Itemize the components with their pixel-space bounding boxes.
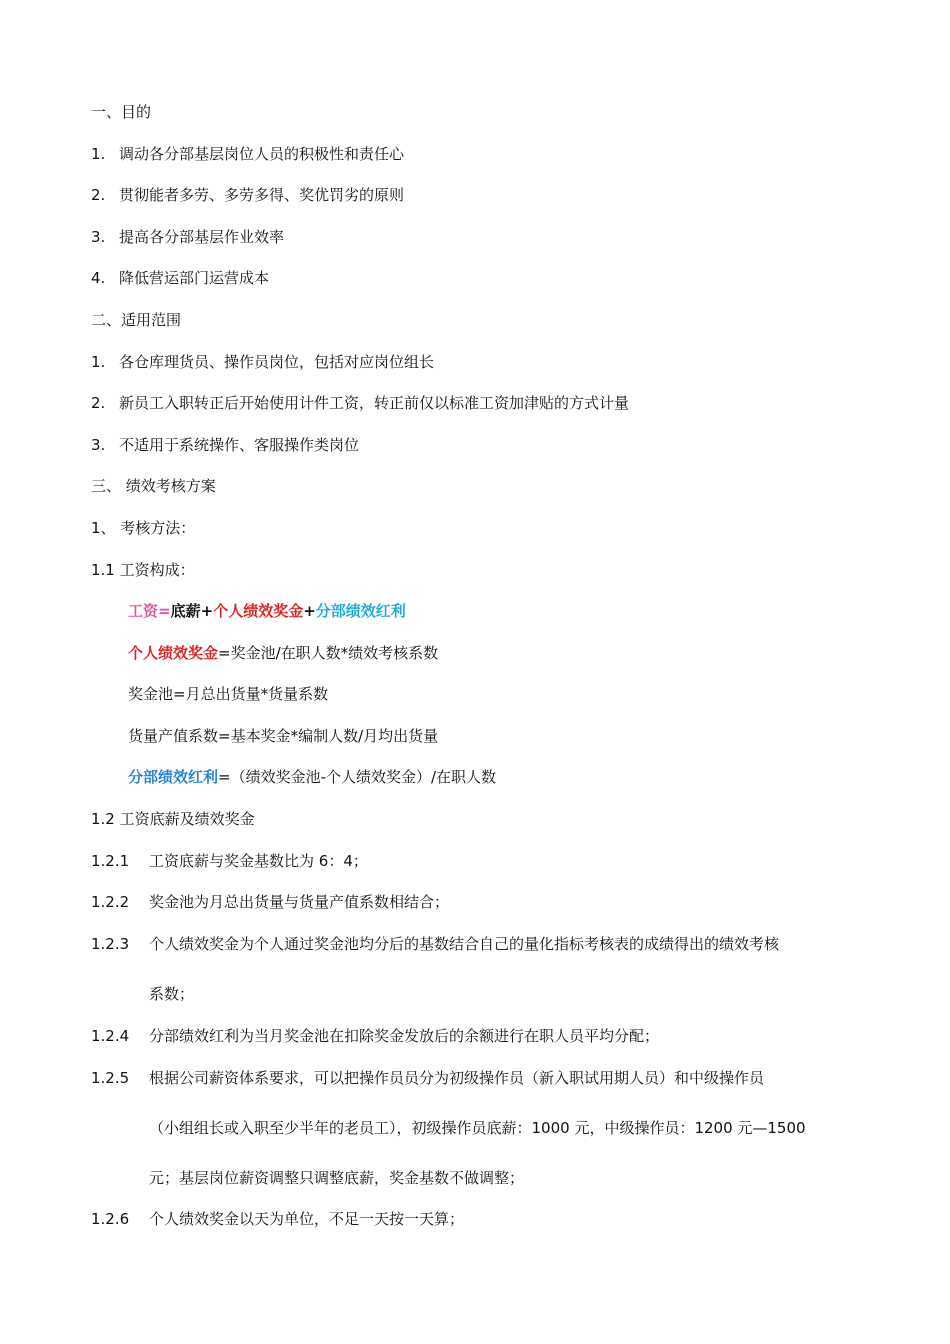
item-number: 1.2.5 <box>91 1069 130 1087</box>
list-item <box>91 850 368 872</box>
item-number: 1.2.1 <box>91 852 130 870</box>
list-item <box>91 351 434 373</box>
formula-rest: =（绩效奖金池-个人绩效奖金）/在职人数 <box>218 768 497 786</box>
subsection-title: 1.2 工资底薪及绩效奖金 <box>91 810 255 828</box>
list-item <box>91 1025 659 1047</box>
item-number: 1.2.3 <box>91 935 130 953</box>
item-text: 根据公司薪资体系要求，可以把操作员员分为初级操作员（新入职试用期人员）和中级操作员 <box>149 1069 765 1087</box>
formula-operator: + <box>303 602 316 620</box>
subsection-title: 1、 考核方法： <box>91 519 196 537</box>
item-continuation: 系数； <box>149 985 195 1003</box>
formula-term-personal-bonus: 个人绩效奖金 <box>128 644 219 662</box>
item-continuation: （小组组长或入职至少半年的老员工），初级操作员底薪：1000 元，中级操作员：1200 元—1500 <box>149 1119 806 1137</box>
list-item <box>91 434 359 456</box>
list-item <box>91 1208 464 1230</box>
item-text: 提高各分部基层作业效率 <box>119 228 285 246</box>
item-text: 新员工入职转正后开始使用计件工资，转正前仅以标准工资加津贴的方式计量 <box>119 394 630 412</box>
formula-term-branch-dividend: 分部绩效红利 <box>315 602 406 620</box>
item-text: 不适用于系统操作、客服操作类岗位 <box>119 436 360 454</box>
formula-line: 奖金池=月总出货量*货量系数 <box>128 685 329 703</box>
list-item <box>91 143 404 165</box>
item-text: 奖金池为月总出货量与货量产值系数相结合； <box>149 893 450 911</box>
list-item <box>91 933 779 955</box>
item-text: 个人绩效奖金以天为单位，不足一天按一天算； <box>149 1210 465 1228</box>
item-number: 1.2.4 <box>91 1027 130 1045</box>
list-item <box>91 267 269 289</box>
list-item <box>91 392 629 414</box>
formula-line <box>128 766 496 788</box>
item-number: 1. <box>91 145 106 163</box>
item-text: 个人绩效奖金为个人通过奖金池均分后的基数结合自己的量化指标考核表的成绩得出的绩效考核 <box>149 935 780 953</box>
item-number: 1.2.6 <box>91 1210 130 1228</box>
formula-term-salary: 工资 <box>128 602 159 620</box>
formula-line <box>128 642 438 664</box>
formula-line: 货量产值系数=基本奖金*编制人数/月均出货量 <box>128 727 439 745</box>
item-text: 分部绩效红利为当月奖金池在扣除奖金发放后的余额进行在职人员平均分配； <box>149 1027 660 1045</box>
item-number: 4. <box>91 269 106 287</box>
formula-operator: = <box>158 602 171 620</box>
list-item <box>91 226 284 248</box>
item-text: 调动各分部基层岗位人员的积极性和责任心 <box>119 145 405 163</box>
item-text: 降低营运部门运营成本 <box>119 269 270 287</box>
item-number: 2. <box>91 394 106 412</box>
formula-line <box>128 600 406 622</box>
formula-term-base: 底薪 <box>170 602 201 620</box>
formula-term-personal-bonus: 个人绩效奖金 <box>213 602 304 620</box>
list-item <box>91 1067 764 1089</box>
section-2-title: 二、适用范围 <box>91 311 182 329</box>
formula-operator: + <box>200 602 214 620</box>
formula-term-branch-dividend: 分部绩效红利 <box>128 768 219 786</box>
item-text: 贯彻能者多劳、多劳多得、奖优罚劣的原则 <box>119 186 405 204</box>
subsection-title: 1.1 工资构成： <box>91 561 195 579</box>
item-number: 1. <box>91 353 106 371</box>
item-number: 2. <box>91 186 106 204</box>
section-1-title: 一、目的 <box>91 103 152 121</box>
item-number: 3. <box>91 436 106 454</box>
item-text: 各仓库理货员、操作员岗位，包括对应岗位组长 <box>119 353 435 371</box>
item-number: 3. <box>91 228 106 246</box>
list-item <box>91 891 449 913</box>
item-number: 1.2.2 <box>91 893 130 911</box>
list-item <box>91 184 404 206</box>
item-continuation: 元；基层岗位薪资调整只调整底薪，奖金基数不做调整； <box>149 1169 525 1187</box>
formula-rest: =奖金池/在职人数*绩效考核系数 <box>218 644 439 662</box>
section-3-title: 三、 绩效考核方案 <box>91 477 216 495</box>
item-text: 工资底薪与奖金基数比为 6：4； <box>149 852 368 870</box>
